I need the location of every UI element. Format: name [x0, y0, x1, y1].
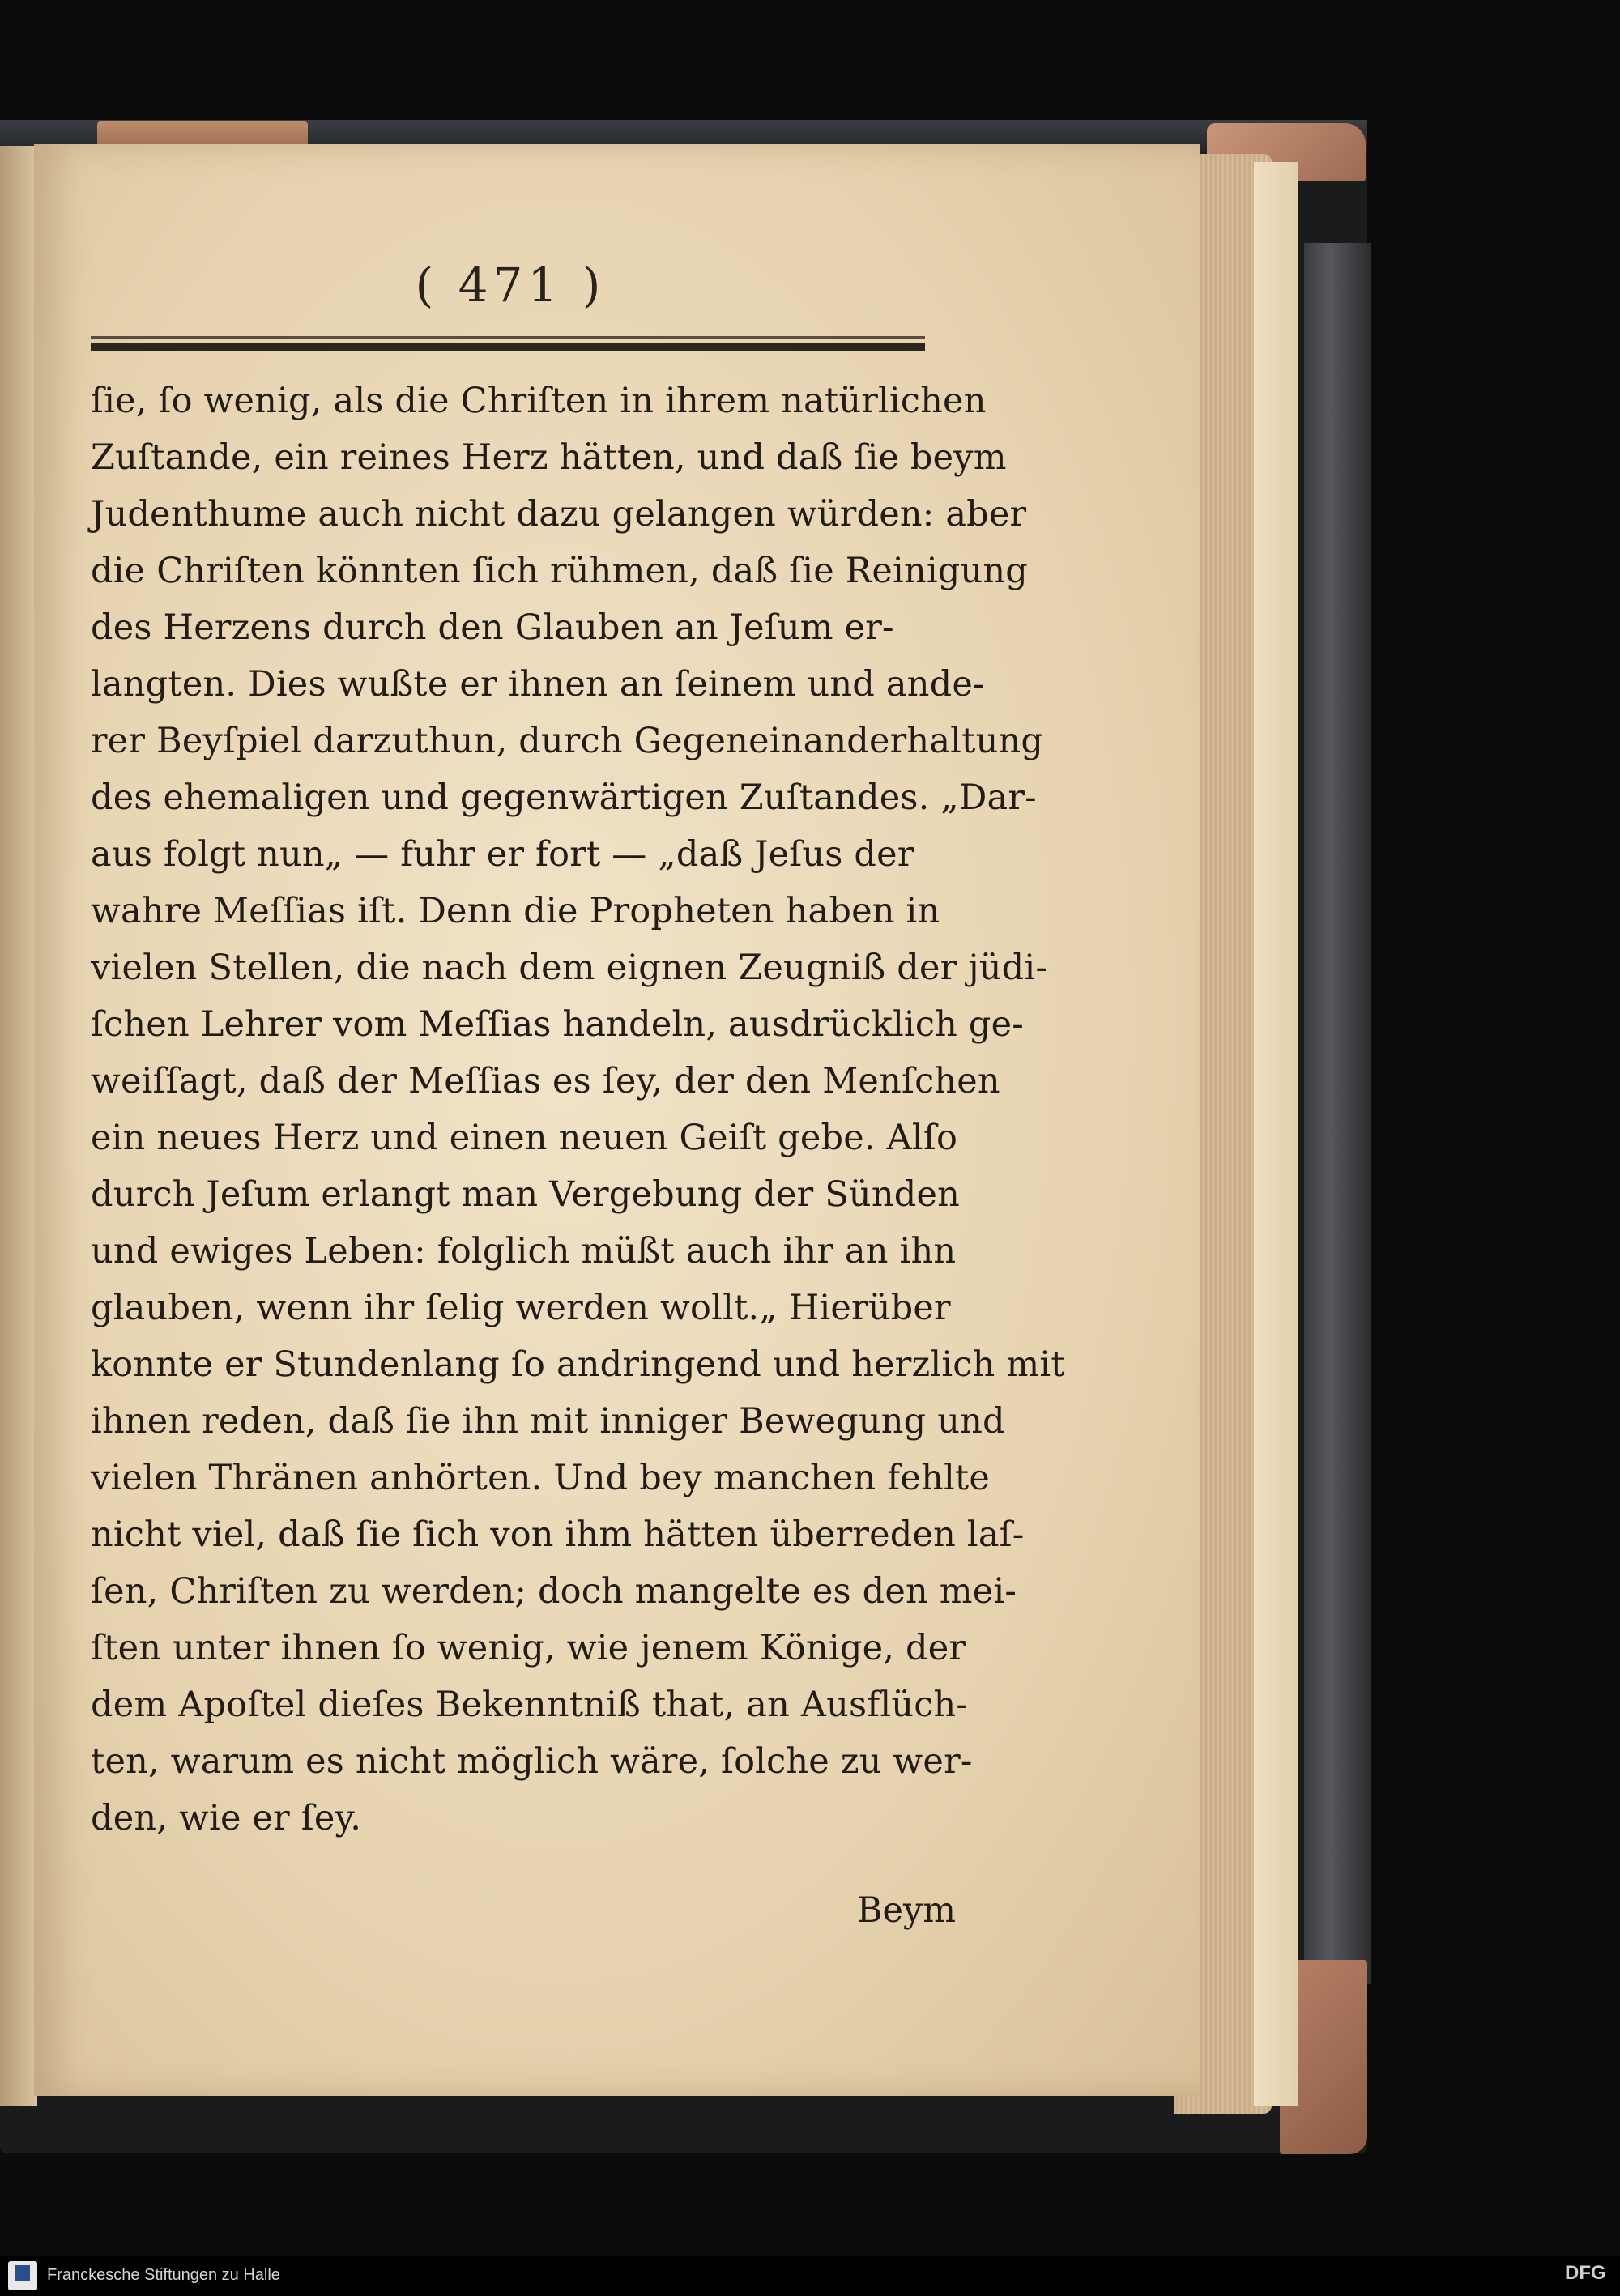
catchword: Beym	[856, 1890, 956, 1931]
text-line: ein neues Herz und einen neuen Geiſt gebe. Alſo	[91, 1118, 958, 1158]
text-line: ſen, Chriſten zu werden; doch mangelte es den mei-	[91, 1571, 1017, 1612]
text-line: rer Beyſpiel darzuthun, durch Gegeneinanderhaltung	[91, 721, 1044, 761]
text-line: dem Apoſtel dieſes Bekenntniß that, an Ausflüch-	[91, 1685, 969, 1725]
text-line: ſchen Lehrer vom Meſſias handeln, ausdrücklich ge-	[91, 1004, 1025, 1045]
text-line: ihnen reden, daß ſie ihn mit inniger Bewegung und	[91, 1401, 1005, 1442]
text-line: wahre Meſſias iſt. Denn die Propheten haben in	[91, 891, 940, 931]
text-line: konnte er Stundenlang ſo andringend und herzlich mit	[91, 1344, 1065, 1385]
text-line: weiſſagt, daß der Meſſias es ſey, der den Menſchen	[91, 1061, 1000, 1101]
text-line: den, wie er ſey.	[91, 1798, 362, 1838]
text-line: langten. Dies wußte er ihnen an ſeinem und ande-	[91, 664, 985, 705]
header-rule-thin	[91, 336, 925, 339]
text-line: nicht viel, daß ſie ſich von ihm hätten überreden laſ-	[91, 1514, 1025, 1555]
text-line: des Herzens durch den Glauben an Jeſum er-	[91, 607, 894, 648]
footer-dfg-badge: DFG	[1565, 2262, 1606, 2284]
institution-logo-mark	[15, 2265, 30, 2281]
text-line: glauben, wenn ihr ſelig werden wollt.„ Hierüber	[91, 1288, 951, 1328]
text-line: die Chriſten könnten ſich rühmen, daß ſie Reinigung	[91, 551, 1029, 591]
text-line: aus folgt nun„ — fuhr er fort — „daß Jeſus der	[91, 834, 914, 875]
page-number-header: ( 471 )	[415, 258, 606, 313]
text-line: ſten unter ihnen ſo wenig, wie jenem Könige, der	[91, 1628, 966, 1668]
text-line: ſie, ſo wenig, als die Chriſten in ihrem natürlichen	[91, 381, 987, 421]
header-rule	[91, 343, 925, 351]
text-line: Judenthume auch nicht dazu gelangen würden: aber	[91, 494, 1027, 535]
text-line: vielen Thränen anhörten. Und bey manchen fehlte	[91, 1458, 991, 1498]
text-line: des ehemaligen und gegenwärtigen Zuſtandes. „Dar-	[91, 777, 1037, 818]
text-line: vielen Stellen, die nach dem eignen Zeugniß der jüdi-	[91, 948, 1048, 988]
text-line: ten, warum es nicht möglich wäre, ſolche zu wer-	[91, 1741, 973, 1782]
previous-page-edge	[0, 146, 37, 2106]
cover-board	[1304, 243, 1371, 1984]
footer-institution: Franckesche Stiftungen zu Halle	[47, 2266, 280, 2284]
text-line: durch Jeſum erlangt man Vergebung der Sünden	[91, 1174, 960, 1215]
text-line: Zuſtande, ein reines Herz hätten, und daß ſie beym	[91, 437, 1007, 478]
text-line: und ewiges Leben: folglich müßt auch ihr an ihn	[91, 1231, 957, 1272]
page-stack-edge-light	[1254, 162, 1298, 2106]
body-text	[91, 373, 1065, 1847]
